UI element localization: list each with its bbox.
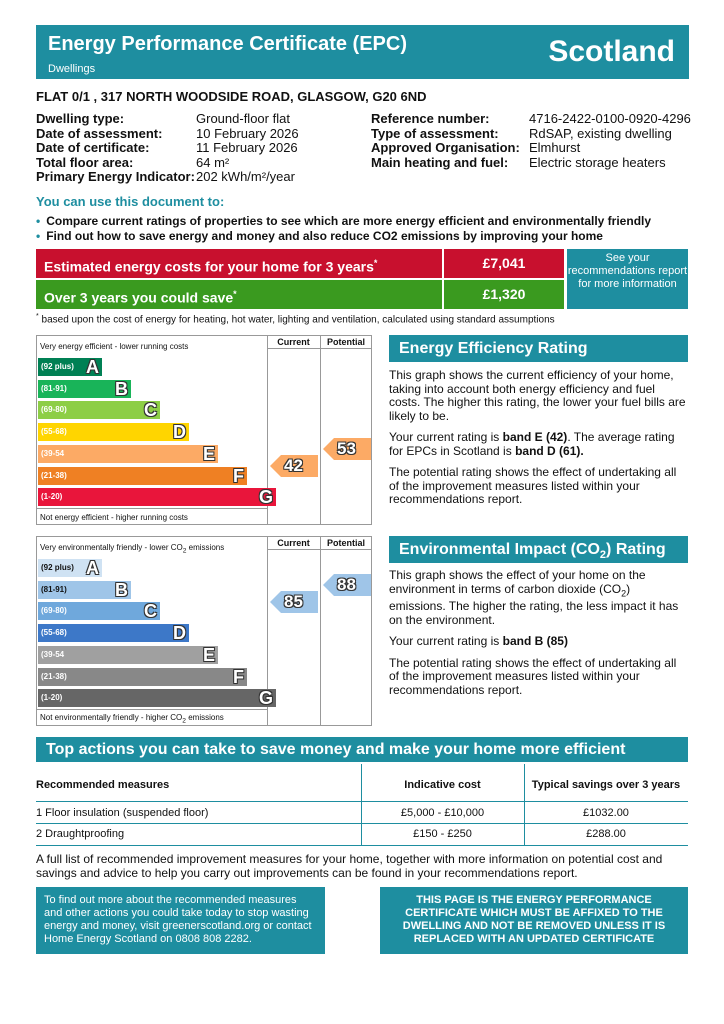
bullet-text: Find out how to save energy and money and also reduce CO2 emissions by improving your home bbox=[46, 229, 603, 243]
band-b bbox=[38, 581, 131, 599]
text: Your current rating is bbox=[389, 634, 503, 649]
band-d bbox=[38, 423, 189, 441]
band-letter: A bbox=[86, 357, 99, 377]
recommendations-note: A full list of recommended improvement measures for your home, together with more information on potential cost and savings and advice to help you carry out improvements can be found in your recommendations report. bbox=[36, 852, 663, 880]
detail-value: 11 February 2026 bbox=[196, 140, 298, 155]
band-range-label: (81-91) bbox=[41, 383, 67, 393]
potential-savings-label bbox=[36, 280, 442, 309]
band-range-label: (55-68) bbox=[41, 628, 67, 638]
band-a bbox=[38, 559, 102, 577]
band-letter: A bbox=[86, 558, 99, 578]
asterisk: * bbox=[36, 313, 39, 320]
band-letter: F bbox=[233, 465, 244, 486]
graph-divider bbox=[320, 537, 321, 725]
graph-divider bbox=[320, 336, 321, 524]
graph-divider bbox=[37, 709, 267, 710]
subscript: 2 bbox=[621, 587, 627, 598]
potential-column-header: Potential bbox=[326, 538, 365, 548]
band-c bbox=[38, 401, 160, 419]
current-column-header: Current bbox=[277, 337, 310, 347]
band-letter: G bbox=[258, 487, 273, 508]
band-letter: B bbox=[115, 378, 128, 399]
saving-cell: £288.00 bbox=[586, 828, 626, 840]
footnote-text: based upon the cost of energy for heating, hot water, lighting and ventilation, calculated using standard assumptions bbox=[41, 314, 555, 326]
details-left bbox=[36, 112, 356, 185]
band-range-label: (1-20) bbox=[41, 492, 63, 502]
band-b bbox=[38, 380, 131, 398]
band-range-label: (69-80) bbox=[41, 405, 67, 415]
graph-top-label bbox=[40, 543, 224, 555]
rating-value: 42 bbox=[284, 455, 303, 475]
region-label: Scotland bbox=[548, 35, 675, 68]
band-letter: D bbox=[173, 422, 186, 443]
band-range-label: (69-80) bbox=[41, 606, 67, 616]
band-range-label: (21-38) bbox=[41, 671, 67, 681]
estimated-costs-value: £7,041 bbox=[444, 249, 564, 278]
band-a bbox=[38, 358, 102, 376]
bullet-icon: • bbox=[36, 214, 41, 228]
table-rule bbox=[36, 823, 688, 824]
saving-cell: £1032.00 bbox=[583, 807, 629, 819]
current-band: band E (42) bbox=[502, 430, 568, 444]
detail-key: Dwelling type: bbox=[36, 111, 125, 126]
potential-column-header: Potential bbox=[326, 337, 365, 347]
band-range-label: (39-54 bbox=[41, 649, 65, 659]
detail-row bbox=[371, 112, 691, 127]
band-letter: C bbox=[144, 601, 157, 622]
table-rule bbox=[36, 845, 688, 846]
ei-paragraph-2 bbox=[389, 635, 688, 649]
cost-footnote bbox=[36, 313, 555, 325]
cost-cell: £150 - £250 bbox=[413, 828, 472, 840]
affix-notice-box: THIS PAGE IS THE ENERGY PERFORMANCE CERTIFICATE WHICH MUST BE AFFIXED TO THE DWELLING AND NOT BE REMOVED UNLESS IT IS REPLACED WITH AN UPDATED CERTIFICATE bbox=[380, 887, 688, 954]
band-e bbox=[38, 646, 218, 664]
text: This graph shows the effect of your home on the environment in terms of carbon dioxide (CO bbox=[389, 568, 646, 596]
band-letter: G bbox=[258, 688, 273, 709]
detail-key: Primary Energy Indicator: bbox=[36, 169, 195, 184]
band-d bbox=[38, 624, 189, 642]
further-info-box: To find out more about the recommended measures and other actions you could take today to stop wasting energy and money, visit greenerscotland.org or contact Home Energy Scotland on 0808 808 2282. bbox=[36, 887, 325, 954]
detail-row bbox=[36, 112, 356, 127]
use-doc-heading: You can use this document to: bbox=[36, 194, 225, 209]
band-f bbox=[38, 467, 247, 485]
table-rule bbox=[36, 801, 688, 802]
header-savings: Typical savings over 3 years bbox=[531, 779, 681, 791]
band-e bbox=[38, 445, 218, 463]
subscript: 2 bbox=[182, 547, 187, 555]
potential-savings-value: £1,320 bbox=[444, 280, 564, 309]
band-range-label: (1-20) bbox=[41, 693, 63, 703]
text: Your current rating is bbox=[389, 430, 503, 444]
certificate-title: Energy Performance Certificate (EPC) bbox=[48, 33, 408, 55]
detail-key: Total floor area: bbox=[36, 154, 134, 170]
text: ) Rating bbox=[606, 541, 666, 558]
energy-efficiency-text bbox=[389, 369, 688, 507]
detail-row bbox=[371, 141, 691, 156]
graph-divider bbox=[267, 348, 371, 349]
bullet-item bbox=[36, 229, 651, 244]
band-letter: E bbox=[202, 443, 215, 464]
rating-value: 53 bbox=[337, 438, 356, 458]
epc-header bbox=[36, 25, 689, 79]
estimated-costs-label bbox=[36, 249, 442, 278]
detail-key: Date of assessment: bbox=[36, 125, 163, 141]
asterisk: * bbox=[373, 258, 378, 268]
measure-cell: 1 Floor insulation (suspended floor) bbox=[36, 807, 209, 819]
subscript: 2 bbox=[599, 549, 607, 562]
estimated-costs-text: Estimated energy costs for your home for 3 years bbox=[44, 258, 374, 275]
detail-value: RdSAP, existing dwelling bbox=[529, 125, 672, 141]
band-letter: F bbox=[233, 666, 244, 687]
text: emissions bbox=[186, 543, 225, 552]
detail-value: 10 February 2026 bbox=[196, 125, 299, 141]
text: Environmental Impact (CO bbox=[399, 541, 600, 558]
detail-value: 202 kWh/m²/year bbox=[196, 169, 295, 184]
detail-value: 4716-2422-0100-0920-4296 bbox=[529, 111, 691, 126]
environmental-impact-graph bbox=[36, 536, 372, 726]
top-actions-title: Top actions you can take to save money and make your home more efficient bbox=[36, 737, 688, 762]
graph-divider bbox=[267, 549, 371, 550]
band-range-label: (55-68) bbox=[41, 427, 67, 437]
text: emissions bbox=[185, 713, 224, 722]
band-range-label: (21-38) bbox=[41, 470, 67, 480]
band-g bbox=[38, 488, 276, 506]
band-letter: D bbox=[173, 623, 186, 644]
ee-paragraph-3: The potential rating shows the effect of undertaking all of the improvement measures listed within your recommendations report. bbox=[389, 465, 677, 506]
current-column-header: Current bbox=[277, 538, 310, 548]
current-band: band B (85) bbox=[502, 634, 568, 649]
graph-bottom-label bbox=[40, 713, 224, 725]
band-range-label: (92 plus) bbox=[41, 362, 74, 371]
bullet-text: Compare current ratings of properties to see which are more energy efficient and environmentally friendly bbox=[46, 214, 652, 228]
detail-value: 64 m² bbox=[196, 154, 230, 170]
detail-row bbox=[36, 156, 356, 171]
graph-top-label: Very energy efficient - lower running costs bbox=[40, 342, 189, 351]
text: ) emissions. The higher the rating, the less impact it has on the environment. bbox=[389, 581, 679, 627]
band-f bbox=[38, 668, 247, 686]
band-range-label: (39-54 bbox=[41, 448, 65, 458]
measure-cell: 2 Draughtproofing bbox=[36, 828, 125, 840]
header-measures: Recommended measures bbox=[36, 779, 170, 791]
detail-row bbox=[36, 141, 356, 156]
bullet-item bbox=[36, 214, 651, 229]
graph-divider bbox=[37, 508, 267, 509]
band-range-label: (92 plus) bbox=[41, 563, 74, 572]
bullet-icon: • bbox=[36, 229, 41, 243]
detail-key: Approved Organisation: bbox=[371, 140, 520, 155]
detail-key: Main heating and fuel: bbox=[371, 154, 509, 170]
energy-efficiency-title: Energy Efficiency Rating bbox=[389, 335, 688, 362]
environmental-impact-title bbox=[389, 536, 688, 563]
use-doc-bullets bbox=[36, 214, 651, 244]
detail-key: Reference number: bbox=[371, 111, 490, 126]
certificate-subtitle: Dwellings bbox=[48, 63, 96, 75]
ei-paragraph-1 bbox=[389, 569, 688, 627]
property-address: FLAT 0/1 , 317 NORTH WOODSIDE ROAD, GLASGOW, G20 6ND bbox=[36, 89, 427, 104]
rating-value: 85 bbox=[284, 591, 303, 611]
ei-paragraph-3: The potential rating shows the effect of undertaking all of the improvement measures listed within your recommendations report. bbox=[389, 655, 677, 697]
text: Very environmentally friendly - lower CO bbox=[40, 543, 183, 552]
detail-row bbox=[371, 127, 691, 142]
band-c bbox=[38, 602, 160, 620]
band-letter: C bbox=[144, 400, 157, 421]
see-recommendations-box: See your recommendations report for more information bbox=[567, 249, 688, 309]
average-band: band D (61). bbox=[515, 443, 584, 458]
graph-bottom-label: Not energy efficient - higher running costs bbox=[40, 513, 188, 522]
band-range-label: (81-91) bbox=[41, 584, 67, 594]
cost-cell: £5,000 - £10,000 bbox=[400, 807, 485, 819]
detail-row bbox=[36, 170, 356, 185]
detail-row bbox=[36, 127, 356, 142]
detail-value: Ground-floor flat bbox=[196, 111, 290, 126]
band-letter: E bbox=[202, 644, 215, 665]
details-right bbox=[371, 112, 691, 170]
detail-key: Type of assessment: bbox=[371, 125, 499, 141]
subscript: 2 bbox=[182, 717, 186, 725]
text: Not environmentally friendly - higher CO bbox=[40, 713, 183, 722]
detail-key: Date of certificate: bbox=[36, 140, 150, 155]
detail-value: Electric storage heaters bbox=[529, 154, 666, 170]
header-cost: Indicative cost bbox=[404, 779, 481, 791]
band-g bbox=[38, 689, 276, 707]
band-letter: B bbox=[115, 579, 128, 600]
detail-value: Elmhurst bbox=[529, 140, 581, 155]
rating-value: 88 bbox=[337, 574, 356, 594]
potential-savings-text: Over 3 years you could save bbox=[44, 289, 234, 306]
text: . The average rating for EPCs in Scotland is bbox=[389, 430, 675, 458]
detail-row bbox=[371, 156, 691, 171]
ee-paragraph-1: This graph shows the current efficiency of your home, taking into account both energy efficiency and fuel costs. The higher this rating, the lower your fuel bills are likely to be. bbox=[389, 368, 686, 423]
energy-efficiency-graph bbox=[36, 335, 372, 525]
environmental-impact-text bbox=[389, 569, 688, 697]
asterisk: * bbox=[233, 289, 237, 299]
ee-paragraph-2 bbox=[389, 431, 688, 458]
